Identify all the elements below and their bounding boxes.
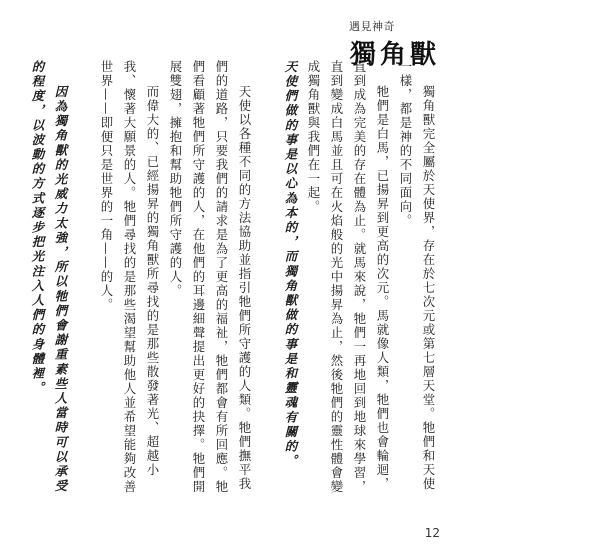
emphasis-paragraph: 天使們做的事是以心為本的，而獨角獸做的事是和靈魂有關的。 bbox=[283, 60, 298, 469]
emphasis-paragraph: 因為獨角獸的光威力太強，所以牠們會謝重素些人當時可以承受的程度，以波動的方式逐步把光注入人們的身體裡。 bbox=[30, 60, 68, 494]
chapter-title: 獨角獸 bbox=[349, 40, 440, 70]
paragraph: 而偉大的、已經揚昇的獨角獸所尋找的是那些散發著光、超越小我、懷著大願景的人。牠們尋找的是那些渴望幫助他人並希望能夠改善世界——即便只是世界的一角——的人。 bbox=[99, 60, 160, 494]
vertical-body-text bbox=[30, 60, 440, 500]
paragraph: 獨角獸完全屬於天使界，存在於七次元或第七層天堂。牠們和天使一樣，都是神的不同面向。 bbox=[398, 60, 436, 491]
paragraph: 牠們是白馬，已揚昇到更高的次元。馬就像人類，牠們也會輪迴，直到成為完美的存在體為止。就馬來說，牠們一再地回到地球來學習，直到變成白馬並且可在火焰般的光中揚昇為止，然後牠們的靈性體會變成獨角獸與我們在一起。 bbox=[306, 60, 390, 494]
page-number: 12 bbox=[424, 526, 440, 540]
paragraph: 天使以各種不同的方法協助並指引牠們所守護的人類。牠們撫平我們的道路，只要我們的請求是為了更高的福祉，牠們都會有所回應。牠們看顧著牠們所守護的人，在他們的耳邊細聲提出更好的抉擇。牠們開展雙翅，擁抱和幫助牠們所守護的人。 bbox=[168, 60, 252, 494]
chapter-subtitle: 遇見神奇 bbox=[349, 20, 395, 33]
